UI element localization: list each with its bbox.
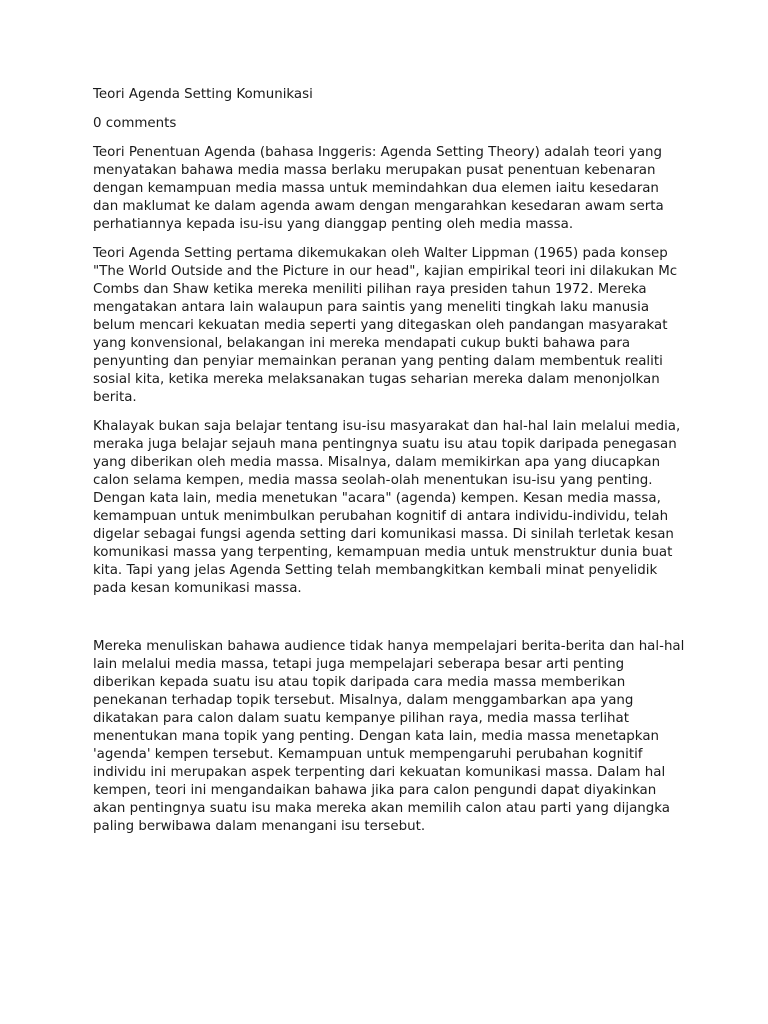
comments-count[interactable]: 0 comments xyxy=(93,116,177,131)
paragraph-3: Khalayak bukan saja belajar tentang isu-isu masyarakat dan hal-hal lain melalui media, meraka juga belajar sejauh mana pentingnya suatu isu atau topik daripada penegasan yang diberikan oleh media massa. Misalnya, dalam memikirkan apa yang diucapkan calon selama kempen, media massa seolah-olah menentukan isu-isu yang penting. Dengan kata lain, media menetukan "acara" (agenda) kempen. Kesan media massa, kemampuan untuk menimbulkan perubahan kognitif di antara individu-individu, telah digelar sebagai fungsi agenda setting dari komunikasi massa. Di sinilah terletak kesan komunikasi massa yang terpenting, kemampuan media untuk menstruktur dunia buat kita. Tapi yang jelas Agenda Setting telah membangkitkan kembali minat penyelidik pada kesan komunikasi massa. xyxy=(93,419,681,596)
paragraph-2: Teori Agenda Setting pertama dikemukakan oleh Walter Lippman (1965) pada konsep "The World Outside and the Picture in our head", kajian empirikal teori ini dilakukan Mc Combs dan Shaw ketika mereka meniliti pilihan raya presiden tahun 1972. Mereka mengatakan antara lain walaupun para saintis yang meneliti tingkah laku manusia belum mencari kekuatan media seperti yang ditegaskan oleh pandangan masyarakat yang konvensional, belakangan ini mereka mendapati cukup bukti bahawa para penyunting dan penyiar memainkan peranan yang penting dalam membentuk realiti sosial kita, ketika mereka melaksanakan tugas seharian mereka dalam menonjolkan berita. xyxy=(93,246,678,405)
document-title: Teori Agenda Setting Komunikasi xyxy=(93,87,313,102)
paragraph-1: Teori Penentuan Agenda (bahasa Inggeris: Agenda Setting Theory) adalah teori yang menyatakan bahawa media massa berlaku merupakan pusat penentuan kebenaran dengan kemampuan media massa untuk memindahkan dua elemen iaitu kesedaran dan maklumat ke dalam agenda awam dengan mengarahkan kesedaran awam serta perhatiannya kepada isu-isu yang dianggap penting oleh media massa. xyxy=(93,145,664,232)
document-page xyxy=(93,86,685,847)
paragraph-4: Mereka menuliskan bahawa audience tidak hanya mempelajari berita-berita dan hal-hal lain melalui media massa, tetapi juga mempelajari seberapa besar arti penting diberikan kepada suatu isu atau topik daripada cara media massa memberikan penekanan terhadap topik tersebut. Misalnya, dalam menggambarkan apa yang dikatakan para calon dalam suatu kempanye pilihan raya, media massa terlihat menentukan mana topik yang penting. Dengan kata lain, media massa menetapkan 'agenda' kempen tersebut. Kemampuan untuk mempengaruhi perubahan kognitif individu ini merupakan aspek terpenting dari kekuatan komunikasi massa. Dalam hal kempen, teori ini mengandaikan bahawa jika para calon pengundi dapat diyakinkan akan pentingnya suatu isu maka mereka akan memilih calon atau parti yang dijangka paling berwibawa dalam menangani isu tersebut. xyxy=(93,639,685,834)
